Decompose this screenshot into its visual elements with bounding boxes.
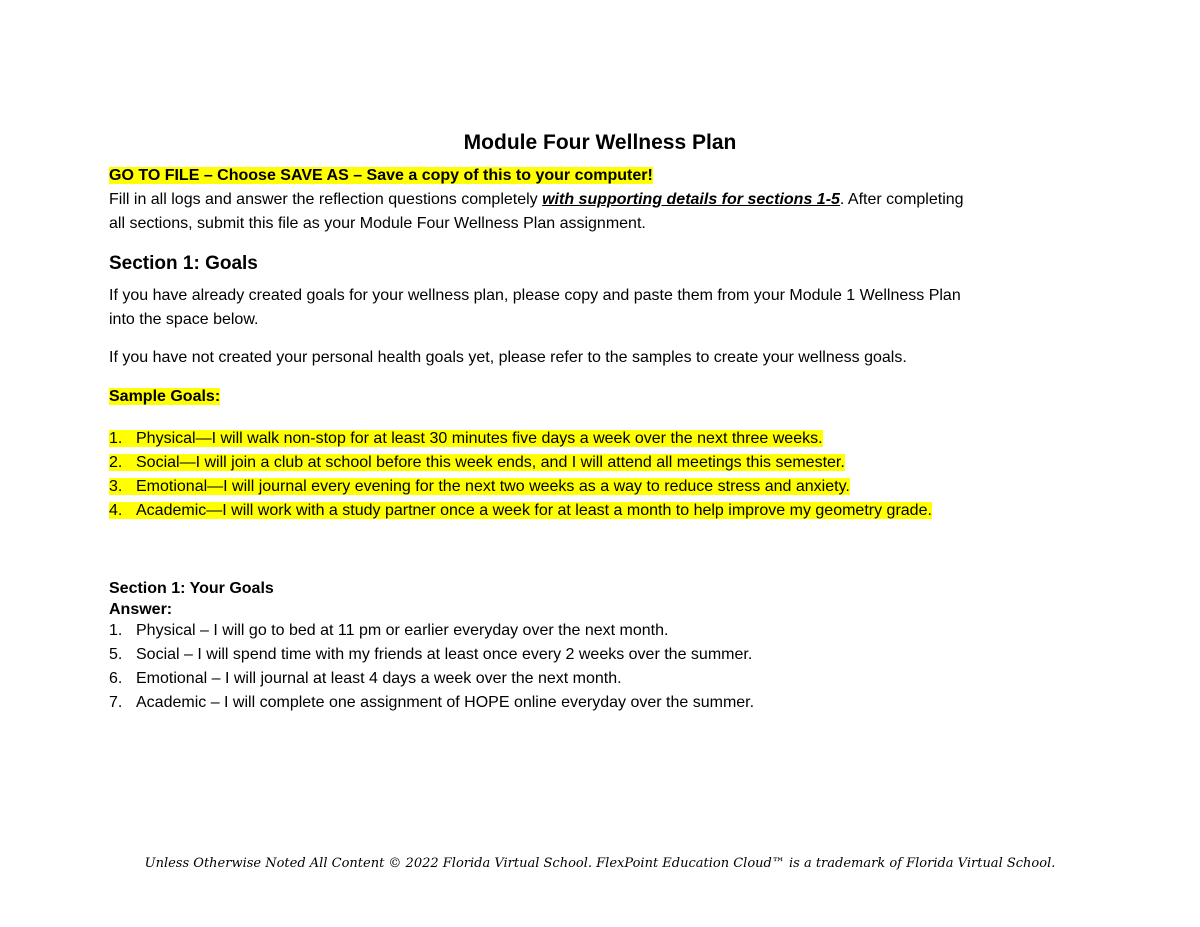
list-item: 1. Physical – I will go to bed at 11 pm or earlier everyday over the next month.	[109, 622, 669, 639]
section1-paragraph1-line2: into the space below.	[109, 311, 259, 328]
list-item: 3. Emotional—I will journal every evening for the next two weeks as a way to reduce stress and anxiety.	[109, 478, 850, 495]
page-title: Module Four Wellness Plan	[463, 131, 737, 154]
answer-label: Answer:	[109, 601, 173, 618]
list-item: 2. Social—I will join a club at school before this week ends, and I will attend all meetings this semester.	[109, 454, 845, 471]
instruction-text-part1: Fill in all logs and answer the reflection questions completely	[109, 191, 543, 208]
save-instruction: GO TO FILE – Choose SAVE AS – Save a copy of this to your computer!	[109, 167, 653, 184]
section1-paragraph2: If you have not created your personal health goals yet, please refer to the samples to create your wellness goals.	[109, 349, 907, 366]
instruction-emphasis: with supporting details for sections 1-5	[542, 191, 840, 208]
instruction-text-part2: . After completing	[839, 191, 964, 208]
your-goals-heading: Section 1: Your Goals	[109, 580, 274, 597]
section1-paragraph1	[109, 284, 1099, 332]
sample-goals-label-row	[109, 385, 1099, 409]
sample-goals-list	[109, 427, 1099, 523]
list-item: 6. Emotional – I will journal at least 4 days a week over the next month.	[109, 670, 622, 687]
section1-heading: Section 1: Goals	[109, 253, 258, 274]
your-goals-list	[109, 619, 1099, 715]
list-item: 1. Physical—I will walk non-stop for at least 30 minutes five days a week over the next three weeks.	[109, 430, 823, 447]
instructions	[109, 164, 1099, 236]
instruction-line2: all sections, submit this file as your Module Four Wellness Plan assignment.	[109, 215, 646, 232]
copyright-footer: Unless Otherwise Noted All Content © 2022 Florida Virtual School. FlexPoint Education Cloud™ is a trademark of Florida Virtual School.	[144, 856, 1056, 871]
list-item: 7. Academic – I will complete one assignment of HOPE online everyday over the summer.	[109, 694, 755, 711]
list-item: 5. Social – I will spend time with my friends at least once every 2 weeks over the summer.	[109, 646, 753, 663]
your-goals-list-wrap	[109, 619, 1099, 715]
sample-goals-list-wrap	[109, 427, 1099, 523]
sample-goals-label: Sample Goals:	[109, 388, 221, 405]
list-item: 4. Academic—I will work with a study partner once a week for at least a month to help improve my geometry grade.	[109, 502, 932, 519]
section1-paragraph1-line1: If you have already created goals for your wellness plan, please copy and paste them from your Module 1 Wellness Plan	[109, 287, 961, 304]
